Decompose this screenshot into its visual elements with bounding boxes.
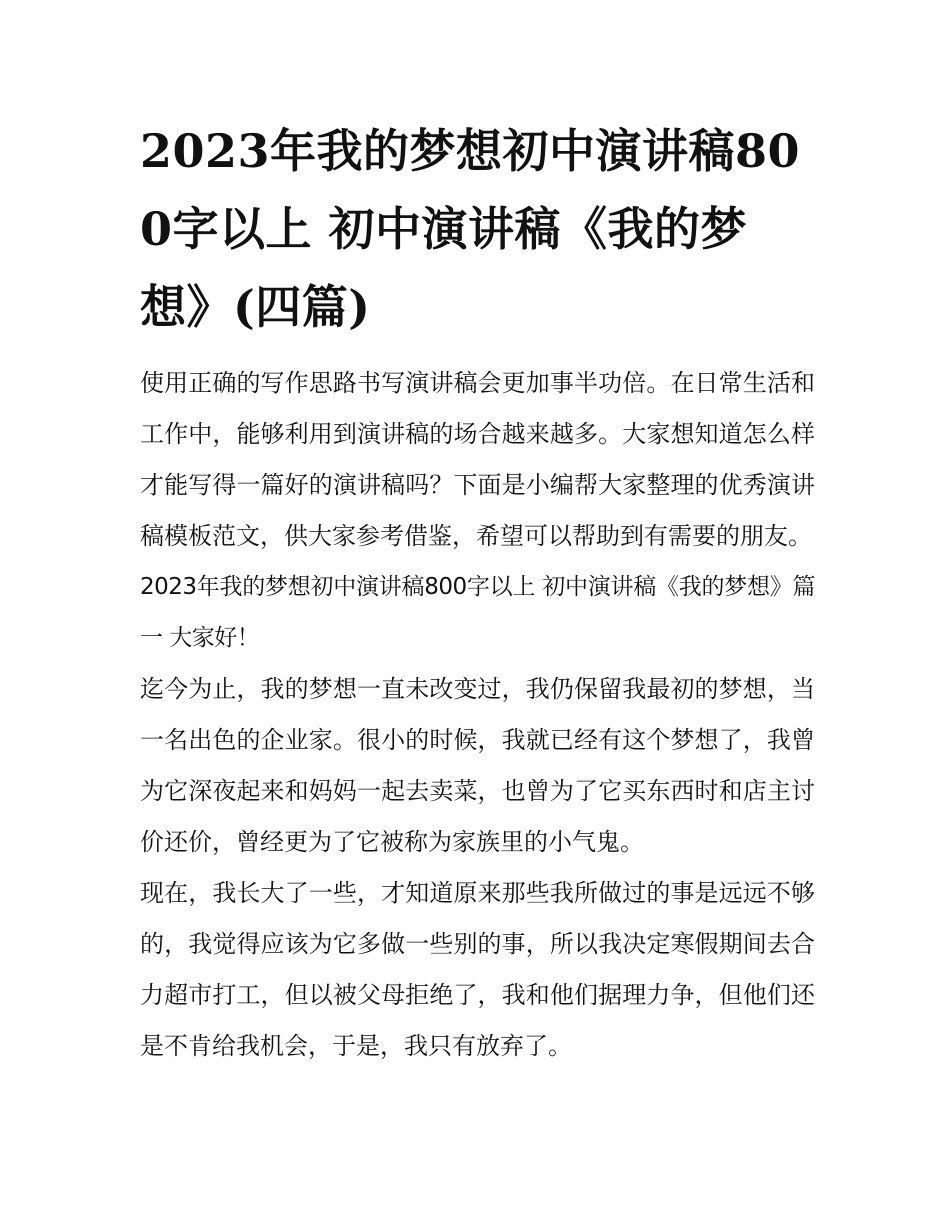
section-heading-paragraph: 2023年我的梦想初中演讲稿800字以上 初中演讲稿《我的梦想》篇一 大家好！ [140, 574, 815, 651]
body-paragraph-1: 迄今为止，我的梦想一直未改变过，我仍保留我最初的梦想，当一名出色的企业家。很小的时候，我就已经有这个梦想了，我曾为它深夜起来和妈妈一起去卖菜，也曾为了它买东西时和店主讨价还价，曾经更为了它被称为家族里的小气鬼。 [140, 675, 815, 856]
document-title: 2023年我的梦想初中演讲稿800字以上 初中演讲稿《我的梦想》(四篇) [140, 124, 801, 334]
body-paragraph-2: 现在，我长大了一些，才知道原来那些我所做过的事是远远不够的，我觉得应该为它多做一些别的事，所以我决定寒假期间去合力超市打工，但以被父母拒绝了，我和他们据理力争，但他们还是不肯给我机会，于是，我只有放弃了。 [140, 879, 815, 1060]
intro-paragraph: 使用正确的写作思路书写演讲稿会更加事半功倍。在日常生活和工作中，能够利用到演讲稿的场合越来越多。大家想知道怎么样才能写得一篇好的演讲稿吗？下面是小编帮大家整理的优秀演讲稿模板范文，供大家参考借鉴，希望可以帮助到有需要的朋友。 [140, 369, 815, 550]
document-page [140, 112, 815, 1072]
